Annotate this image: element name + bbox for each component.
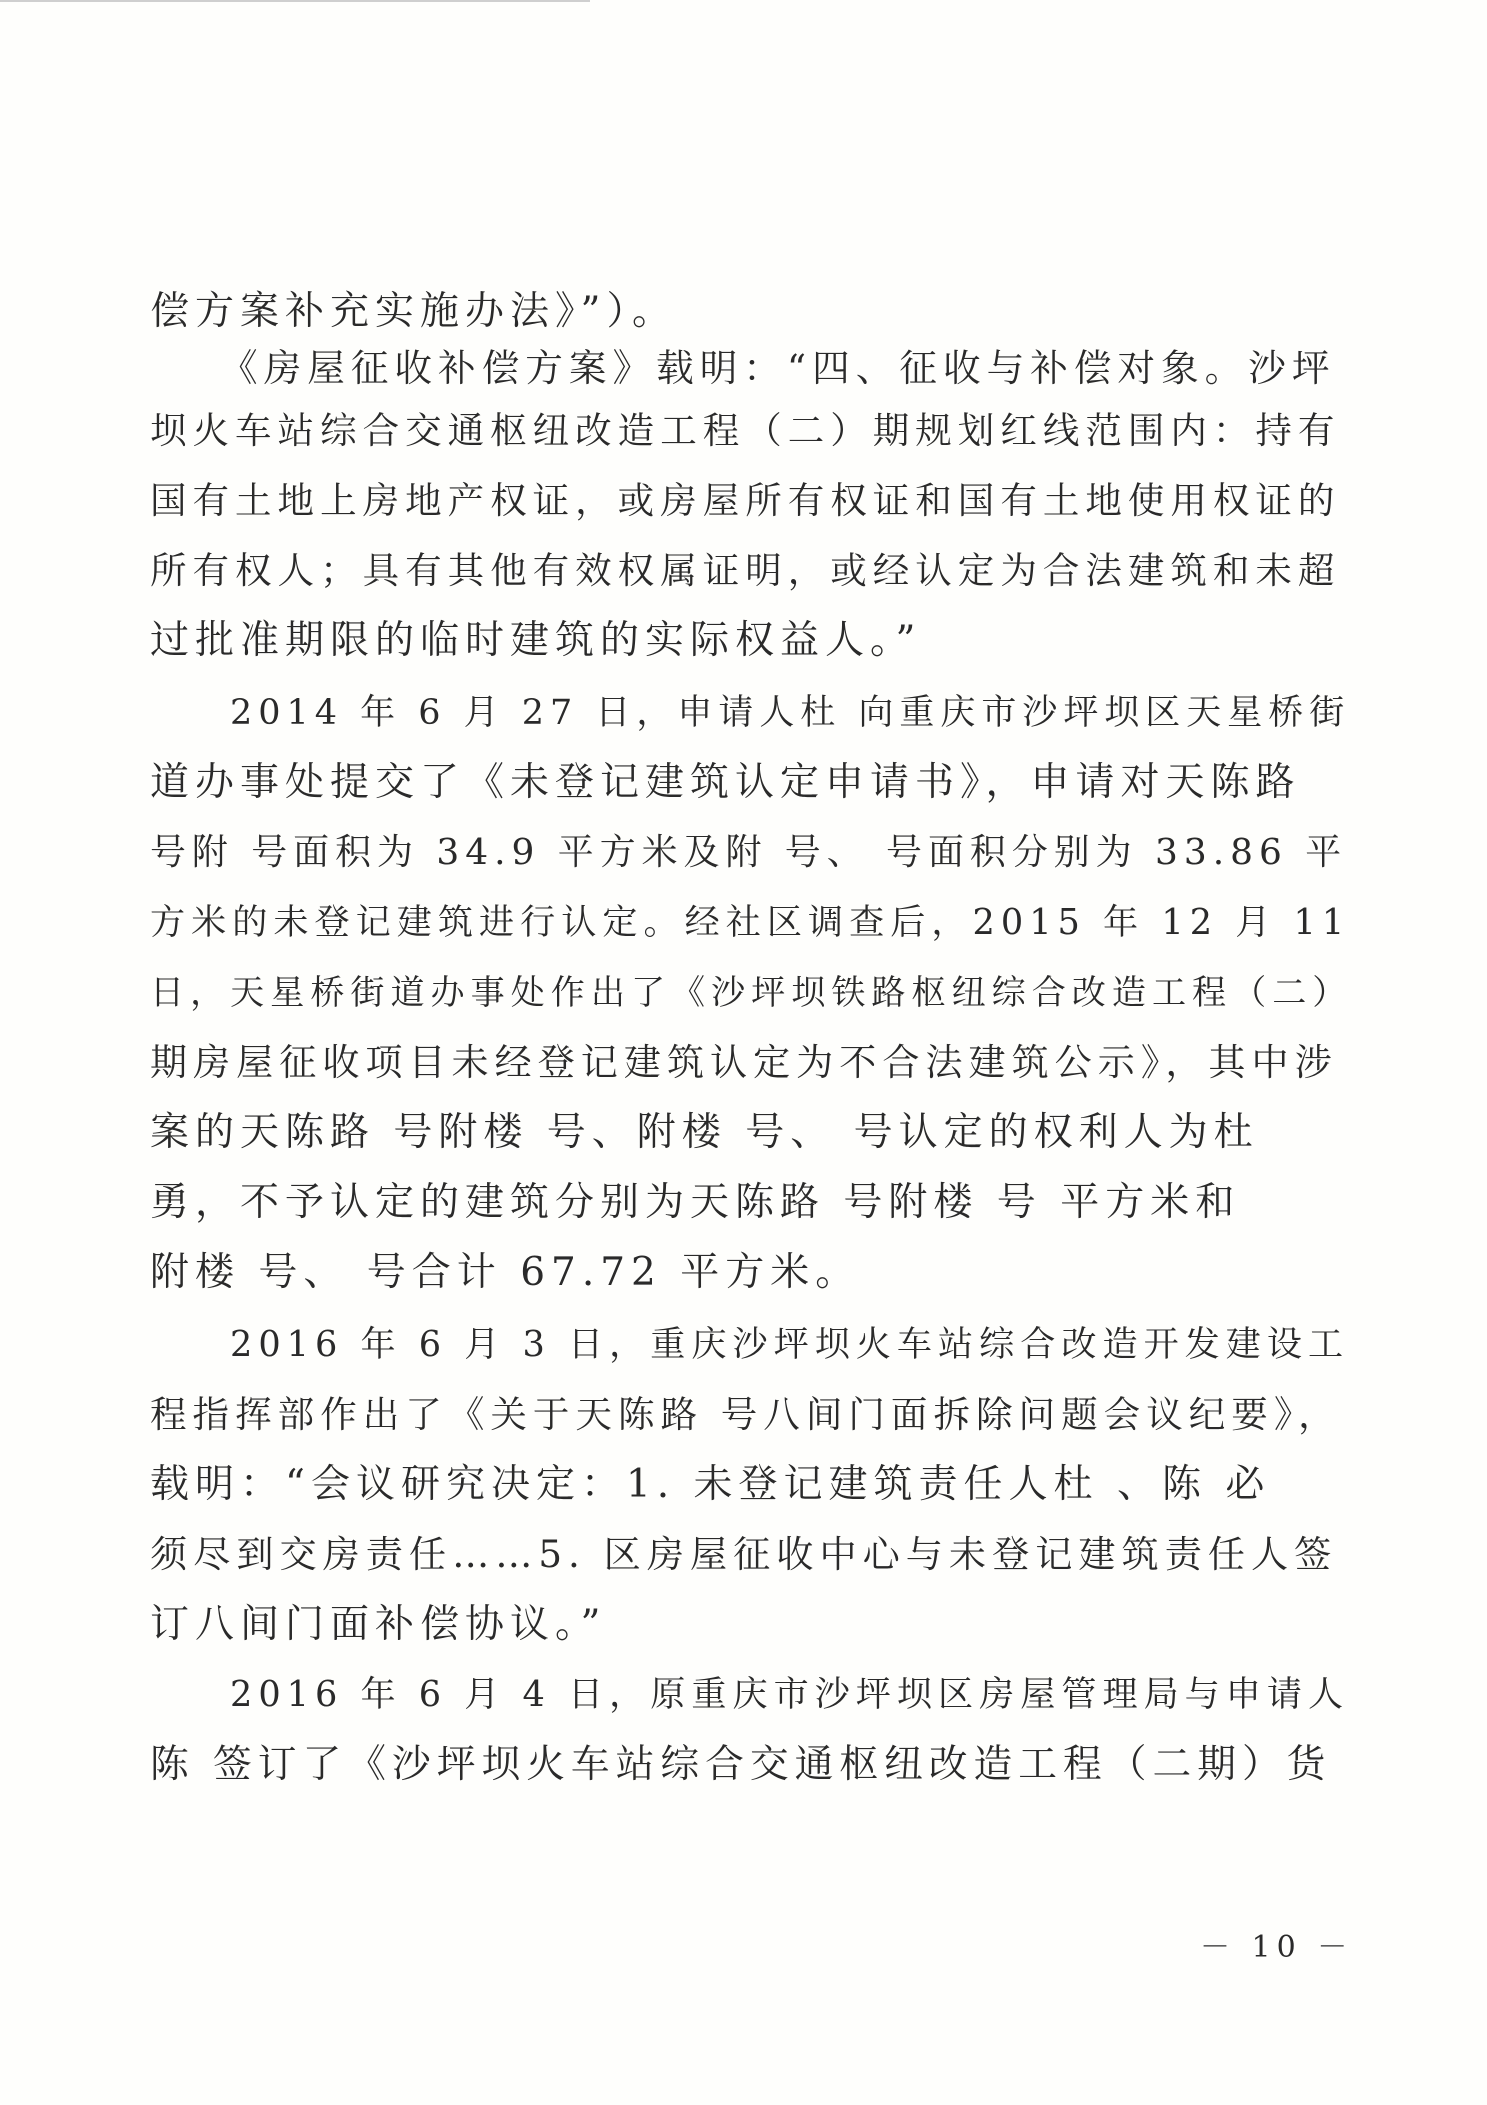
text-line-19: 须尽到交房责任……5. 区房屋征收中心与未登记建筑责任人签 (150, 1533, 1338, 1576)
text-line-15: 附楼 号、 号合计 67.72 平方米。 (150, 1250, 861, 1295)
text-line-10: 方米的未登记建筑进行认定。经社区调查后，2015 年 12 月 11 (150, 902, 1351, 943)
text-line-6: 过批准期限的临时建筑的实际权益人。” (150, 618, 922, 663)
text-line-21: 2016 年 6 月 4 日，原重庆市沙坪坝区房屋管理局与申请人 (230, 1674, 1350, 1715)
text-line-12: 期房屋征收项目未经登记建筑认定为不合法建筑公示》，其中涉 (150, 1041, 1338, 1084)
text-line-18: 载明：“会议研究决定：1. 未登记建筑责任人杜 、陈 必 (150, 1462, 1271, 1507)
text-line-2: 《房屋征收补偿方案》载明：“四、征收与补偿对象。沙坪 (220, 346, 1336, 390)
text-line-9: 号附 号面积为 34.9 平方米及附 号、 号面积分别为 33.86 平 (150, 832, 1348, 873)
text-line-22: 陈 签订了《沙坪坝火车站综合交通枢纽改造工程（二期）货 (150, 1742, 1332, 1787)
scan-edge-line (0, 0, 590, 2)
text-line-14: 勇，不予认定的建筑分别为天陈路 号附楼 号 平方米和 (150, 1180, 1241, 1225)
text-line-17: 程指挥部作出了《关于天陈路 号八间门面拆除问题会议纪要》， (150, 1393, 1341, 1436)
text-line-1: 偿方案补充实施办法》”）。 (150, 289, 677, 334)
text-line-7: 2014 年 6 月 27 日，申请人杜 向重庆市沙坪坝区天星桥街 (230, 693, 1351, 733)
text-line-13: 案的天陈路 号附楼 号、附楼 号、 号认定的权利人为杜 (150, 1110, 1259, 1155)
page-number: － 10 － (1200, 1930, 1354, 1965)
text-line-20: 订八间门面补偿协议。” (150, 1602, 607, 1647)
text-line-5: 所有权人；具有其他有效权属证明，或经认定为合法建筑和未超 (150, 549, 1341, 592)
text-line-16: 2016 年 6 月 3 日，重庆沙坪坝火车站综合改造开发建设工 (230, 1324, 1350, 1365)
text-line-3: 坝火车站综合交通枢纽改造工程（二）期规划红线范围内：持有 (150, 409, 1341, 452)
text-line-4: 国有土地上房地产权证，或房屋所有权证和国有土地使用权证的 (150, 479, 1341, 522)
text-line-11: 日，天星桥街道办事处作出了《沙坪坝铁路枢纽综合改造工程（二） (150, 973, 1353, 1013)
text-line-8: 道办事处提交了《未登记建筑认定申请书》，申请对天陈路 (150, 760, 1301, 805)
